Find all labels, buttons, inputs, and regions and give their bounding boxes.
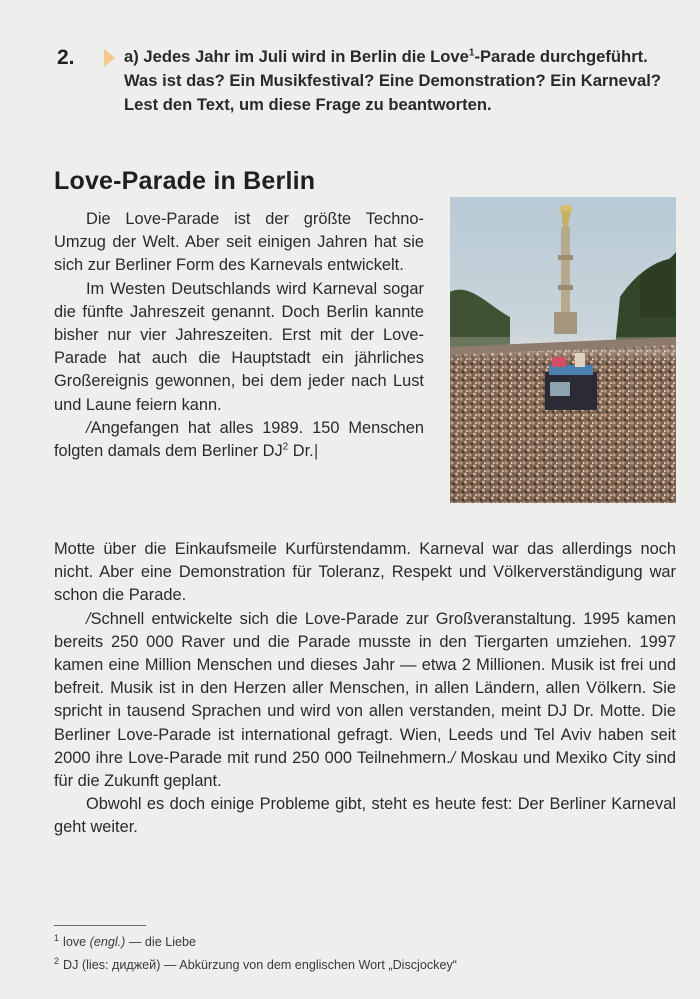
pen-mark-dr: | <box>313 442 318 461</box>
article-body-wide <box>54 538 676 840</box>
footnote-1 <box>54 929 674 952</box>
article-body-narrow <box>54 208 424 463</box>
footnote-2 <box>54 952 674 975</box>
task-prefix: a) Jedes Jahr im Juli wird in Berlin die Love <box>124 47 469 66</box>
footnote-1-text: — die Liebe <box>125 935 197 950</box>
paragraph-1: Die Love-Parade ist der größte Techno-Umzug der Welt. Aber seit einigen Jahren hat sie sich zur Berliner Form des Karnevals entwickelt. <box>54 210 424 275</box>
footnote-1-term: love <box>63 935 87 950</box>
task-rest: -Parade durchgeführt. Was ist das? Ein Musikfestival? Eine Demonstration? Ein Karneval? Lest den Text, um diese Frage zu beantworten. <box>124 47 661 114</box>
footnote-divider <box>54 925 146 926</box>
paragraph-3-rest: Motte über die Einkaufsmeile Kurfürstendamm. Karneval war das allerdings noch nicht. Aber eine Demonstration für Toleranz, Respekt und Völkerverständigung war schon die Parade. <box>54 540 676 605</box>
pen-mark-p4: / <box>86 609 91 628</box>
footnote-2-mark: 2 <box>54 956 60 967</box>
task-footnote-mark: 1 <box>468 47 475 59</box>
photo-illustration <box>450 197 676 503</box>
paragraph-3-text-start: Angefangen hat alles 1989. 150 Menschen folgten damals dem Berliner DJ <box>54 418 424 461</box>
paragraph-3-dr: Dr. <box>288 442 314 461</box>
footnote-2-term: DJ <box>63 958 79 973</box>
exercise-task <box>124 45 680 117</box>
pen-mark-p3: / <box>86 418 91 437</box>
pen-slash-p4: / <box>450 748 456 767</box>
footnotes <box>54 929 674 975</box>
paragraph-4 <box>54 608 676 794</box>
paragraph-4-part-4: Moskau und Mexiko City sind für die Zukunft geplant. <box>54 748 676 791</box>
dj-footnote-mark: 2 <box>282 441 289 453</box>
footnote-2-note: (lies: диджей) <box>81 958 161 973</box>
article-title: Love-Parade in Berlin <box>54 167 316 195</box>
paragraph-3-start <box>54 417 424 463</box>
paragraph-4-part-1: Schnell entwickelte sich die Love-Parade zur Großveranstaltung. <box>90 609 577 628</box>
paragraph-2: Im Westen Deutschlands wird Karneval sogar die fünfte Jahreszeit genannt. Doch Berlin kannte bisher nur vier Jahreszeiten. Erst mit der Love-Parade hat auch die Hauptstadt ein jährliches Großereignis gewonnen, bei dem jeder nach Lust und Laune feiern kann. <box>54 279 424 414</box>
footnote-1-note: (engl.) <box>89 935 126 950</box>
footnote-2-text: — Abkürzung von dem englischen Wort „Discjockey“ <box>160 958 457 973</box>
paragraph-5: Obwohl es doch einige Probleme gibt, steht es heute fest: Der Berliner Karneval geht weiter. <box>54 795 676 837</box>
paragraph-4-part-3: Wien, Leeds und Tel Aviv haben seit 2000 ihre Love-Parade mit rund 250 000 Teilnehmern. <box>54 725 676 767</box>
exercise-marker-icon <box>104 49 115 67</box>
love-parade-photo <box>450 197 676 503</box>
exercise-number: 2. <box>57 46 75 69</box>
paragraph-4-part-2: 1995 kamen bereits 250 000 Raver und die Parade musste in den Tiergarten umziehen. 1997 kamen eine Million Menschen und dieses Jahr — etwa 2 Millionen. Musik ist frei und befreit. Musik ist in den Herzen aller Menschen, in allen Ländern, allen Völkern. Sie spricht in tausend Sprachen und wird von allen verstanden, meint DJ Dr. Motte. Die Berliner Love-Parade ist international gefragt. <box>54 609 676 744</box>
footnote-1-mark: 1 <box>54 933 60 943</box>
